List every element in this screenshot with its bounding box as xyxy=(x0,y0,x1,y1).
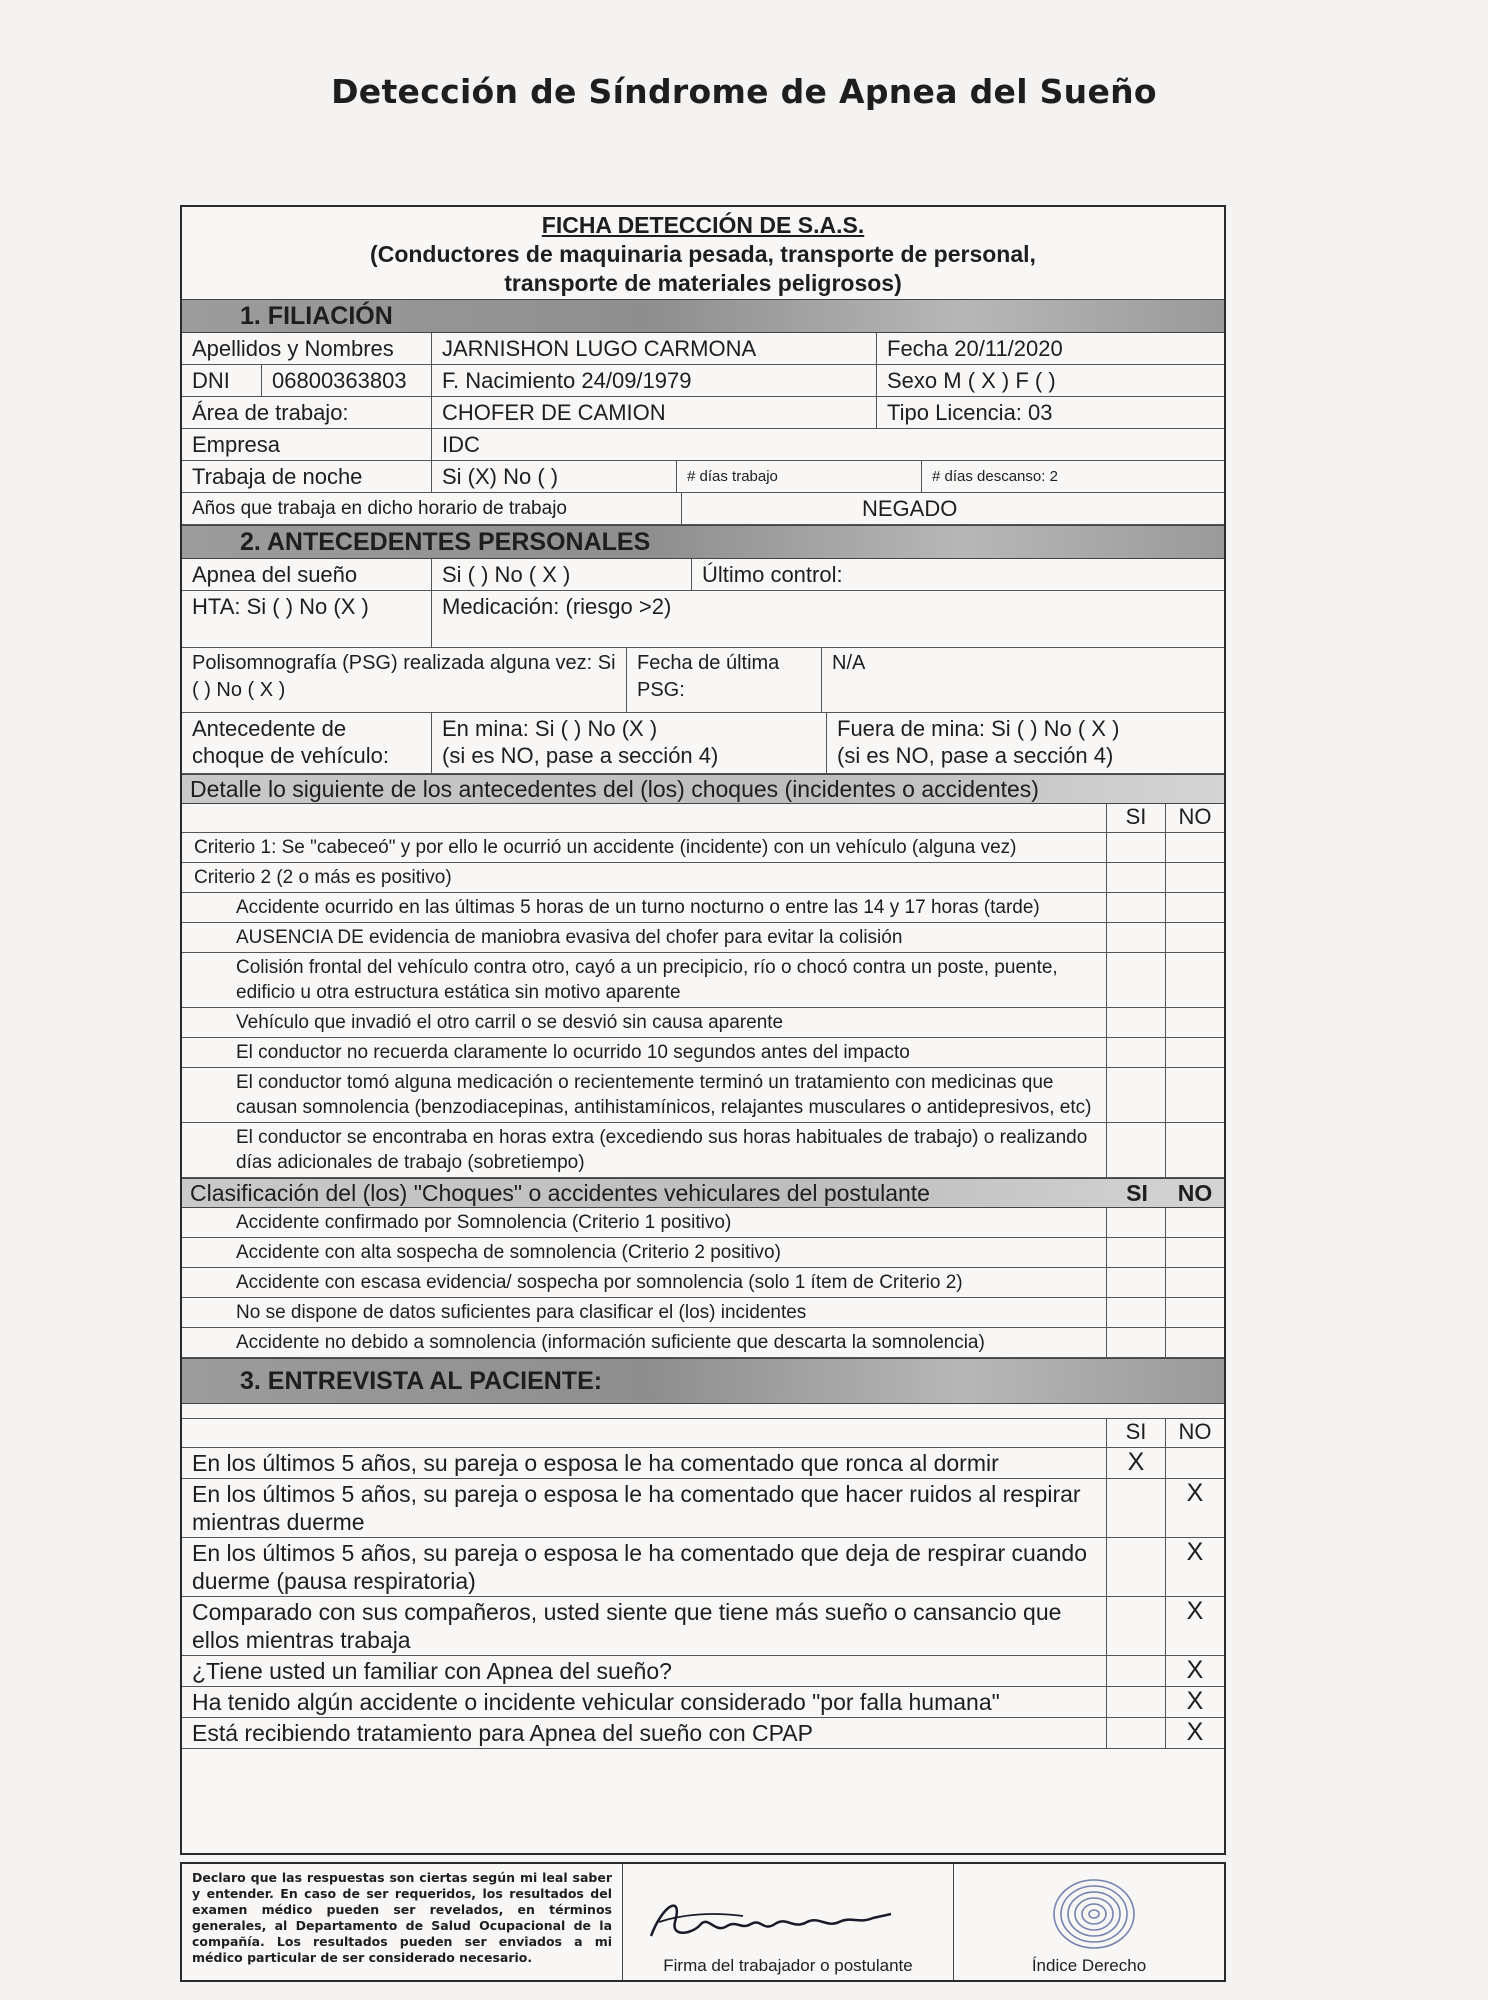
clasif-item-no[interactable] xyxy=(1166,1268,1224,1297)
entrevista-si-header: SI xyxy=(1107,1419,1166,1447)
dni-row xyxy=(182,365,1224,397)
question-text: En los últimos 5 años, su pareja o esposa le ha comentado que deja de respirar cuando duerme (pausa respiratoria) xyxy=(182,1538,1107,1596)
criterio2-item-text: El conductor tomó alguna medicación o recientemente terminó un tratamiento con medicinas que causan somnolencia (benzodiacepinas, antihistamínicos, relajantes musculares o antidepresivos, etc) xyxy=(182,1068,1107,1122)
name-label: Apellidos y Nombres xyxy=(182,333,432,364)
anios-label: Años que trabaja en dicho horario de trabajo xyxy=(182,493,682,524)
criterio2-item-row xyxy=(182,1068,1224,1123)
en-mina xyxy=(432,713,827,773)
question-no[interactable]: X xyxy=(1186,1656,1204,1684)
clasif-item-si[interactable] xyxy=(1107,1268,1166,1297)
psg-label: Polisomnografía (PSG) realizada alguna vez: Si ( ) No ( X ) xyxy=(182,648,627,712)
dias-trabajo: # días trabajo xyxy=(677,461,922,492)
criterio2-item-no[interactable] xyxy=(1166,923,1224,952)
clasif-header xyxy=(182,1178,1224,1208)
criterio2-text: Criterio 2 (2 o más es positivo) xyxy=(182,863,1107,892)
question-text: En los últimos 5 años, su pareja o esposa le ha comentado que hacer ruidos al respirar mientras duerme xyxy=(182,1479,1107,1537)
clasif-item-text: Accidente con alta sospecha de somnolencia (Criterio 2 positivo) xyxy=(182,1238,1107,1267)
question-text: En los últimos 5 años, su pareja o esposa le ha comentado que ronca al dormir xyxy=(182,1448,1107,1478)
clasif-item-row xyxy=(182,1298,1224,1328)
form-header xyxy=(182,207,1224,299)
criterio2-item-no[interactable] xyxy=(1166,893,1224,922)
clasif-item-text: Accidente confirmado por Somnolencia (Criterio 1 positivo) xyxy=(182,1208,1107,1237)
clasif-item-row xyxy=(182,1238,1224,1268)
criterio2-item-row xyxy=(182,1038,1224,1068)
criterio2-item-no[interactable] xyxy=(1166,1068,1224,1122)
form-subtitle-1: (Conductores de maquinaria pesada, transporte de personal, xyxy=(370,241,1036,267)
nacimiento-value: F. Nacimiento 24/09/1979 xyxy=(432,365,877,396)
question-si[interactable] xyxy=(1107,1718,1166,1748)
question-no[interactable]: X xyxy=(1186,1718,1204,1746)
criterio2-item-text: Colisión frontal del vehículo contra otro, cayó a un precipicio, río o chocó contra un poste, puente, edificio u otra estructura estática sin motivo aparente xyxy=(182,953,1107,1007)
criterio2-item-row xyxy=(182,893,1224,923)
ultimo-control: Último control: xyxy=(702,562,843,587)
declaration-text: Declaro que las respuestas son ciertas según mi leal saber y entender. En caso de ser requeridos, los resultados del examen médico pueden ser revelados, en términos generales, al Departamento de Salud Ocupacional de la compañía. Los resultados pueden ser enviados a mi médico particular de ser considerado necesario. xyxy=(182,1864,623,1980)
criterio2-item-text: El conductor se encontraba en horas extra (excediendo sus horas habituales de trabajo) o realizando días adicionales de trabajo (sobretiempo) xyxy=(182,1123,1107,1177)
question-no[interactable]: X xyxy=(1186,1479,1204,1507)
clasif-no-header: NO xyxy=(1177,1180,1213,1206)
dni-label: DNI xyxy=(182,365,262,396)
empresa-row xyxy=(182,429,1224,461)
question-row xyxy=(182,1656,1224,1687)
clasif-item-no[interactable] xyxy=(1166,1208,1224,1237)
area-value: CHOFER DE CAMION xyxy=(432,397,877,428)
question-si[interactable] xyxy=(1107,1597,1166,1655)
question-text: Ha tenido algún accidente o incidente vehicular considerado "por falla humana" xyxy=(182,1687,1107,1717)
clasif-item-text: No se dispone de datos suficientes para clasificar el (los) incidentes xyxy=(182,1298,1107,1327)
criterio2-item-si[interactable] xyxy=(1107,893,1166,922)
question-row xyxy=(182,1479,1224,1538)
criterio2-item-text: El conductor no recuerda claramente lo ocurrido 10 segundos antes del impacto xyxy=(182,1038,1107,1067)
section-antecedentes: 2. ANTECEDENTES PERSONALES xyxy=(182,525,1224,559)
criterio2-item-text: Vehículo que invadió el otro carril o se desvió sin causa aparente xyxy=(182,1008,1107,1037)
criterio2-item-no[interactable] xyxy=(1166,1123,1224,1177)
question-no[interactable]: X xyxy=(1186,1538,1204,1566)
medicacion-value: Medicación: (riesgo >2) xyxy=(442,594,672,619)
question-text: Comparado con sus compañeros, usted siente que tiene más sueño o cansancio que ellos mientras trabaja xyxy=(182,1597,1107,1655)
en-mina-note: (si es NO, pase a sección 4) xyxy=(442,743,719,768)
clasif-item-si[interactable] xyxy=(1107,1208,1166,1237)
question-no[interactable]: X xyxy=(1186,1687,1204,1715)
criterio2-item-row xyxy=(182,1123,1224,1178)
question-si[interactable] xyxy=(1107,1687,1166,1717)
empresa-value: IDC xyxy=(442,432,480,457)
clasif-item-row xyxy=(182,1328,1224,1358)
question-text: Está recibiendo tratamiento para Apnea del sueño con CPAP xyxy=(182,1718,1107,1748)
area-label: Área de trabajo: xyxy=(182,397,432,428)
criterio2-item-si[interactable] xyxy=(1107,1123,1166,1177)
apnea-row xyxy=(182,559,1224,591)
question-text: ¿Tiene usted un familiar con Apnea del sueño? xyxy=(182,1656,1107,1686)
empresa-label: Empresa xyxy=(182,429,432,460)
question-row xyxy=(182,1448,1224,1479)
criterios-header xyxy=(182,804,1224,833)
hta-row xyxy=(182,591,1224,648)
form-subtitle-2: transporte de materiales peligrosos) xyxy=(504,270,902,296)
anios-value: NEGADO xyxy=(862,496,958,521)
declaration-section xyxy=(180,1862,1226,1982)
question-si[interactable] xyxy=(1107,1656,1166,1686)
criterio2-item-row xyxy=(182,1008,1224,1038)
question-si[interactable] xyxy=(1107,1538,1166,1596)
criterios-list xyxy=(182,893,1224,1178)
criterio2-item-si[interactable] xyxy=(1107,1008,1166,1037)
page-title: Detección de Síndrome de Apnea del Sueño xyxy=(331,72,1157,111)
noche-value: Si (X) No ( ) xyxy=(432,461,677,492)
form-title: FICHA DETECCIÓN DE S.A.S. xyxy=(541,212,865,238)
noche-row xyxy=(182,461,1224,493)
criterio2-item-si[interactable] xyxy=(1107,1038,1166,1067)
clasif-si-header: SI xyxy=(1126,1180,1148,1206)
criterio2-item-si[interactable] xyxy=(1107,953,1166,1007)
criterio1-si[interactable] xyxy=(1107,833,1166,862)
no-header: NO xyxy=(1178,804,1212,829)
fingerprint-image xyxy=(1034,1864,1154,1954)
signature-image xyxy=(623,1864,953,1964)
clasif-item-si[interactable] xyxy=(1107,1298,1166,1327)
question-no[interactable]: X xyxy=(1186,1597,1204,1625)
fuera-mina-note: (si es NO, pase a sección 4) xyxy=(837,743,1114,768)
criterio2-item-text: AUSENCIA DE evidencia de maniobra evasiva del chofer para evitar la colisión xyxy=(182,923,1107,952)
choque-row xyxy=(182,713,1224,774)
detalle-title: Detalle lo siguiente de los antecedentes del (los) choques (incidentes o accidentes) xyxy=(182,774,1224,804)
signature-box[interactable] xyxy=(623,1864,954,1980)
clasif-item-no[interactable] xyxy=(1166,1328,1224,1357)
anios-row xyxy=(182,493,1224,525)
firma-label: Firma del trabajador o postulante xyxy=(663,1956,913,1975)
criterio2-item-text: Accidente ocurrido en las últimas 5 horas de un turno nocturno o entre las 14 y 17 horas (tarde) xyxy=(182,893,1107,922)
criterio2-row xyxy=(182,863,1224,893)
hta-value: HTA: Si ( ) No (X ) xyxy=(182,591,432,647)
question-row xyxy=(182,1538,1224,1597)
criterio2-item-row xyxy=(182,953,1224,1008)
name-row xyxy=(182,333,1224,365)
fecha-value: Fecha 20/11/2020 xyxy=(887,336,1063,361)
criterio2-item-no[interactable] xyxy=(1166,1008,1224,1037)
question-si[interactable] xyxy=(1107,1479,1166,1537)
clasif-list xyxy=(182,1208,1224,1358)
sas-form xyxy=(180,205,1226,1855)
en-mina-value: En mina: Si ( ) No (X ) xyxy=(442,716,658,741)
clasif-item-si[interactable] xyxy=(1107,1238,1166,1267)
clasif-item-si[interactable] xyxy=(1107,1328,1166,1357)
area-row xyxy=(182,397,1224,429)
si-header: SI xyxy=(1107,804,1166,832)
criterio2-item-no[interactable] xyxy=(1166,953,1224,1007)
criterio2-item-si[interactable] xyxy=(1107,923,1166,952)
psg-row xyxy=(182,648,1224,713)
questions-list xyxy=(182,1448,1224,1749)
criterio1-no[interactable] xyxy=(1166,833,1224,862)
criterio1-text: Criterio 1: Se "cabeceó" y por ello le ocurrió un accidente (incidente) con un vehículo (alguna vez) xyxy=(182,833,1107,862)
question-row xyxy=(182,1597,1224,1656)
fingerprint-box xyxy=(954,1864,1224,1980)
question-row xyxy=(182,1718,1224,1749)
dias-descanso: # días descanso: 2 xyxy=(932,468,1058,485)
indice-label: Índice Derecho xyxy=(1031,1956,1147,1975)
fuera-mina xyxy=(827,713,1224,773)
question-row xyxy=(182,1687,1224,1718)
clasif-item-no[interactable] xyxy=(1166,1298,1224,1327)
apnea-value: Si ( ) No ( X ) xyxy=(432,559,692,590)
criterio2-item-si[interactable] xyxy=(1107,1068,1166,1122)
clasif-item-no[interactable] xyxy=(1166,1238,1224,1267)
question-si[interactable]: X xyxy=(1107,1448,1166,1478)
dni-value: 06800363803 xyxy=(262,365,432,396)
psg-fecha: Fecha de última PSG: xyxy=(627,648,822,712)
criterio2-item-row xyxy=(182,923,1224,953)
clasif-title: Clasificación del (los) "Choques" o accidentes vehiculares del postulante xyxy=(190,1180,930,1206)
criterio1-row xyxy=(182,833,1224,863)
clasif-item-text: Accidente con escasa evidencia/ sospecha por somnolencia (solo 1 ítem de Criterio 2) xyxy=(182,1268,1107,1297)
noche-label: Trabaja de noche xyxy=(182,461,432,492)
section-filiacion: 1. FILIACIÓN xyxy=(182,299,1224,333)
section-entrevista: 3. ENTREVISTA AL PACIENTE: xyxy=(182,1358,1224,1404)
clasif-item-row xyxy=(182,1268,1224,1298)
entrevista-header xyxy=(182,1418,1224,1448)
sexo-value: Sexo M ( X ) F ( ) xyxy=(887,368,1056,393)
criterio2-item-no[interactable] xyxy=(1166,1038,1224,1067)
clasif-item-text: Accidente no debido a somnolencia (información suficiente que descarta la somnolencia) xyxy=(182,1328,1107,1357)
entrevista-no-header: NO xyxy=(1178,1419,1212,1444)
licencia-value: Tipo Licencia: 03 xyxy=(887,400,1053,425)
fuera-mina-value: Fuera de mina: Si ( ) No ( X ) xyxy=(837,716,1120,741)
apnea-label: Apnea del sueño xyxy=(182,559,432,590)
choque-label: Antecedente de choque de vehículo: xyxy=(182,713,432,773)
name-value: JARNISHON LUGO CARMONA xyxy=(432,333,877,364)
psg-value: N/A xyxy=(832,652,866,674)
question-no[interactable] xyxy=(1166,1448,1224,1478)
clasif-item-row xyxy=(182,1208,1224,1238)
